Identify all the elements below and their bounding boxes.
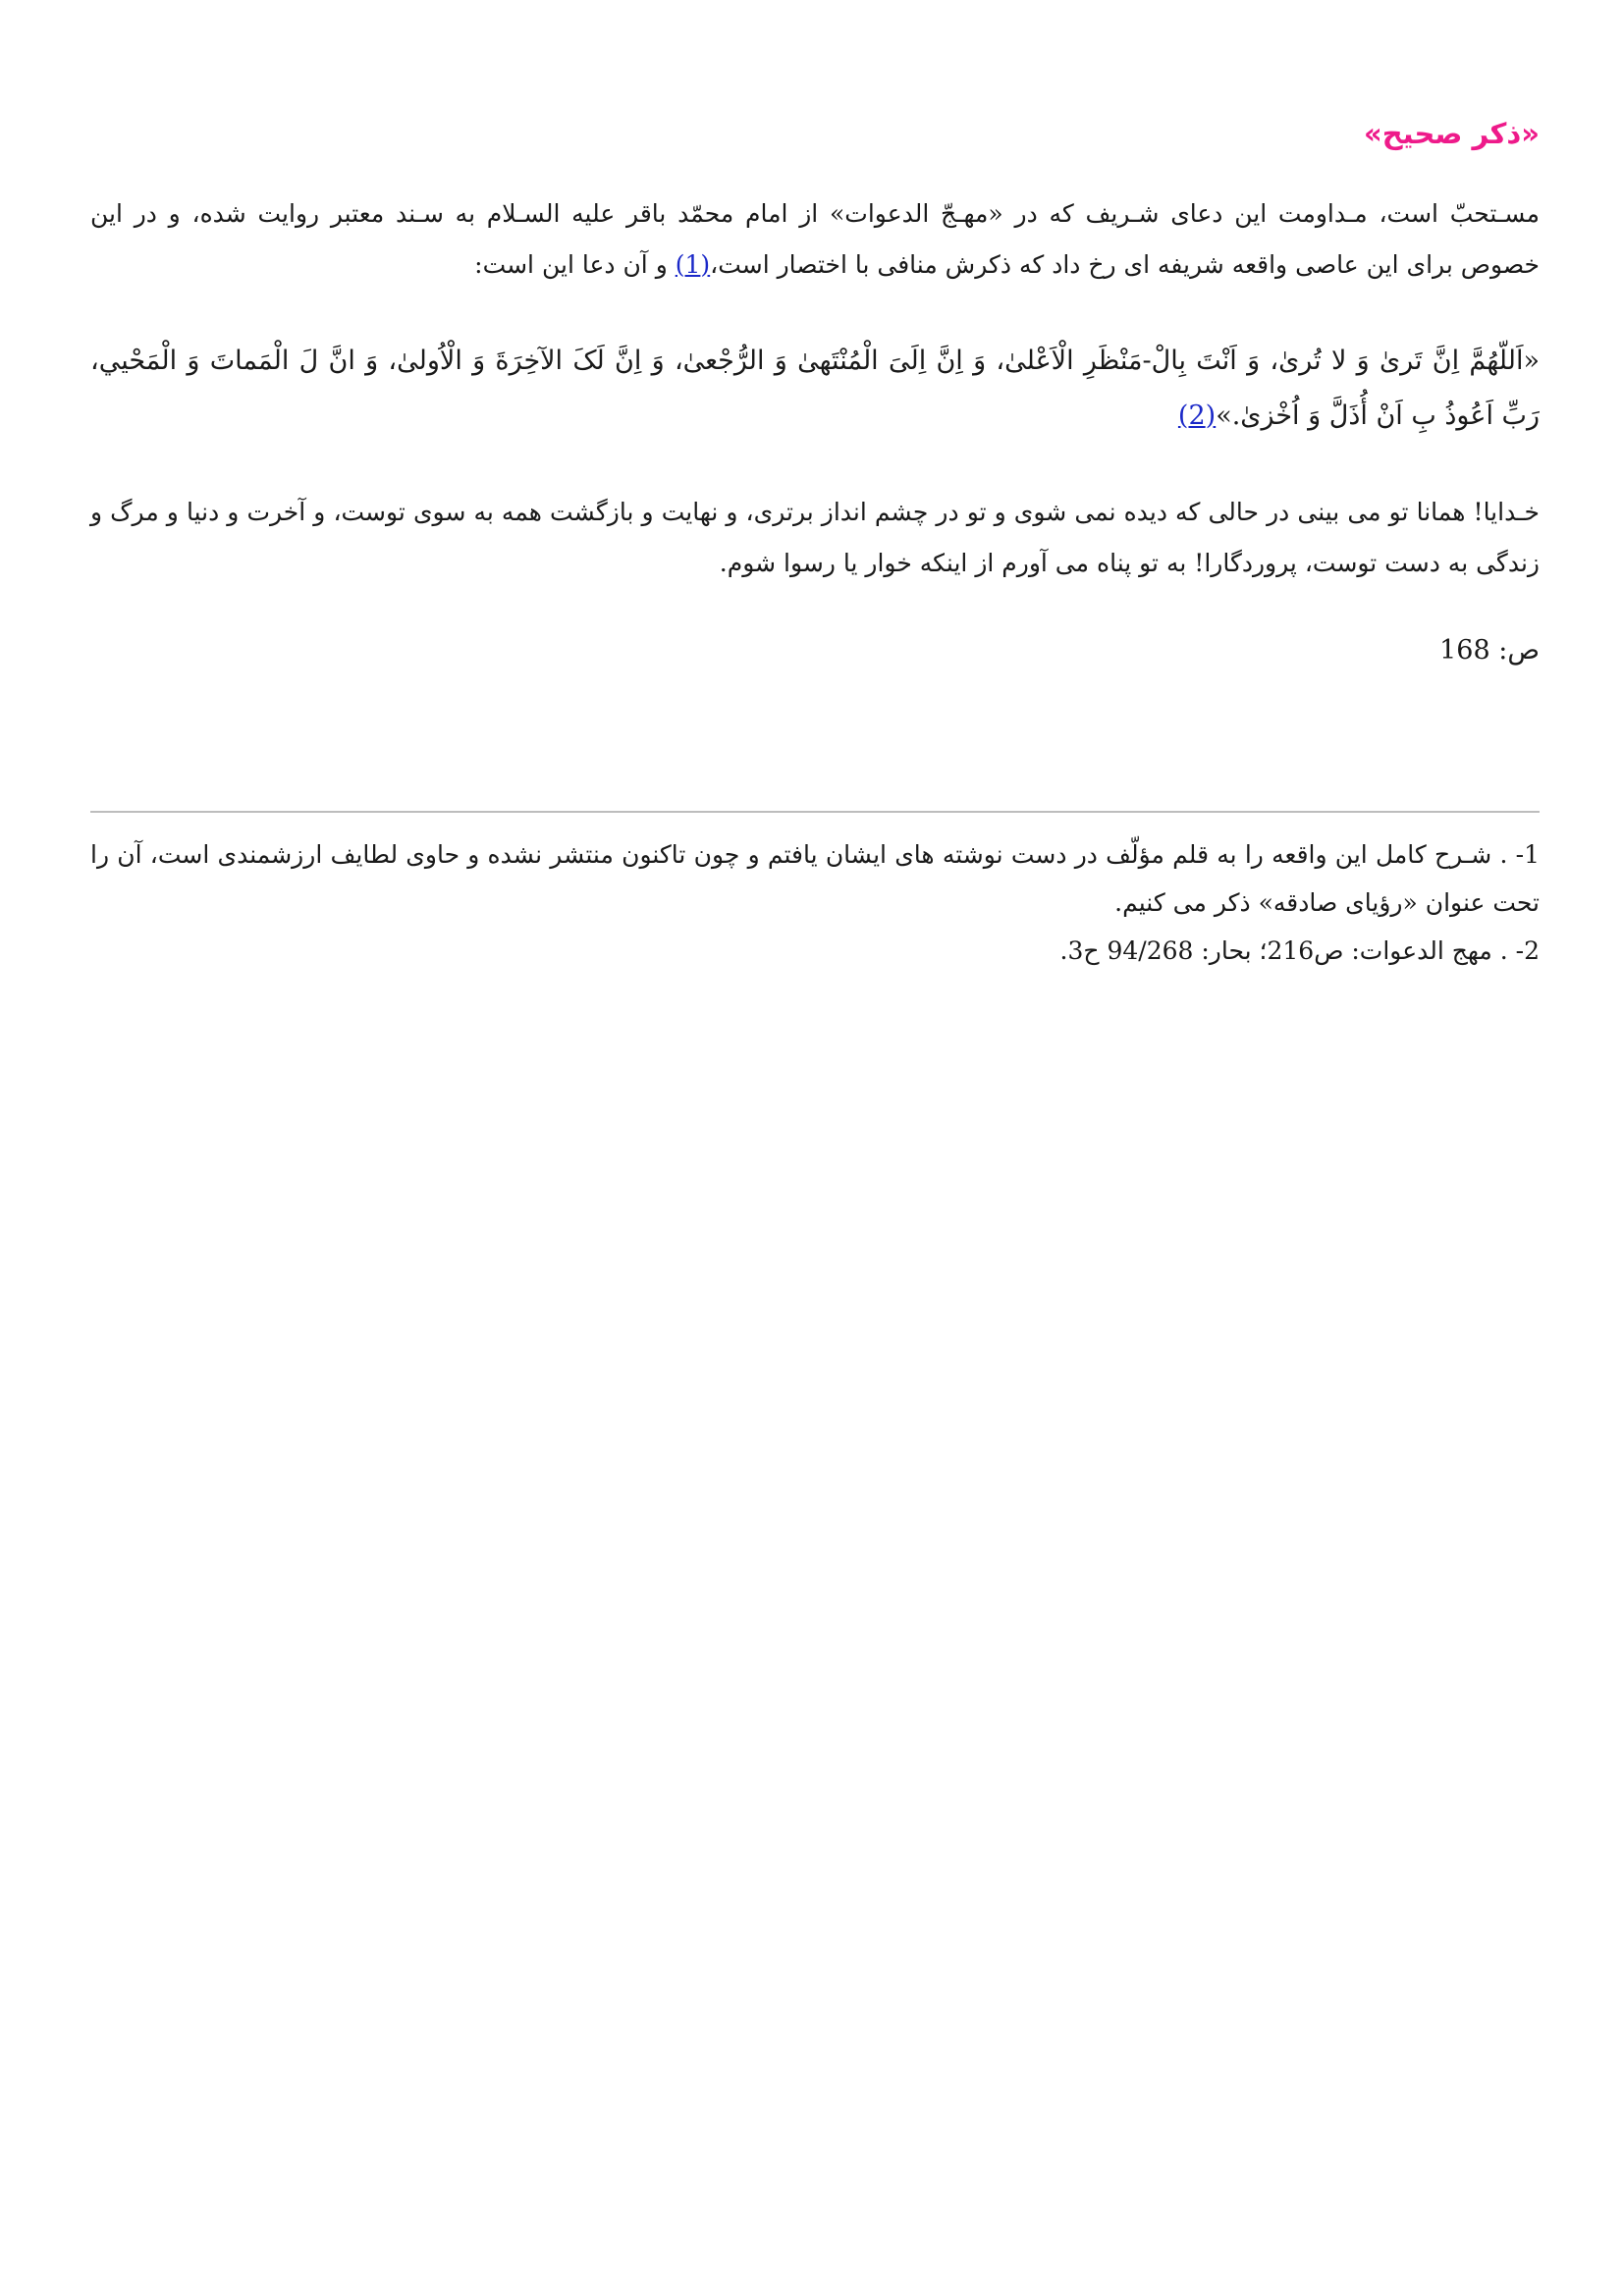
footnote-1: 1- . شـرح کامل این واقعه را به قلم مؤلّف در دست نوشته های ایشان یافتم و چون تاکنون منتشر نشده و حاوی لطایف ارزشمندی است، آن را تحت عنوان «رؤیای صادقه» ذکر می کنیم. [90, 840, 1540, 917]
prayer-paragraph [90, 334, 1540, 444]
footnote-link-1[interactable]: (1) [675, 249, 711, 279]
intro-tail: و آن دعا این است: [474, 249, 676, 279]
prayer-text: «اَللّهُمَّ اِنَّ تَریٰ وَ لا تُریٰ، وَ اَنْتَ بِالْ-مَنْظَرِ الْاَعْلیٰ، وَ اِنَّ اِلَیَ الْمُنْتَهیٰ وَ الرُّجْعیٰ، وَ اِنَّ لَکَ الآخِرَةَ وَ الْاُولیٰ، وَ انَّ لَ الْمَماتَ وَ الْمَحْیي، رَبِّ اَعُوذُ بِ اَنْ أُذَلَّ وَ اُخْزیٰ.» [90, 345, 1540, 431]
intro-text: مسـتحبّ است، مـداومت این دعای شـریف که در «مهـجّ الدعوات» از امام محمّد باقر علیه السـلام به سـند معتبر روایت شده، و در این خصوص برای این عاصی واقعه شریفه ای رخ داد که ذکرش منافی با اختصار است، [90, 198, 1540, 279]
translation-paragraph: خـدایا! همانا تو می بینی در حالی که دیده نمی شوی و تو در چشم انداز برتری، و نهایت و بازگشت همه به سوی توست، و آخرت و دنیا و مرگ و زندگی به دست توست، پروردگارا! به تو پناه می آورم از اینکه خوار یا رسوا شوم. [90, 497, 1540, 577]
document-body [90, 116, 1540, 708]
footnote-2: 2- . مهج الدعوات: ص216؛ بحار: 94/268 ح3. [1059, 936, 1540, 965]
section-heading: «ذکر صحیح» [1363, 117, 1540, 150]
footnotes [90, 830, 1540, 975]
intro-paragraph [90, 188, 1540, 291]
page-number: ص: 168 [1439, 634, 1540, 666]
footnote-separator [90, 811, 1540, 813]
footnote-link-2[interactable]: (2) [1177, 400, 1217, 431]
